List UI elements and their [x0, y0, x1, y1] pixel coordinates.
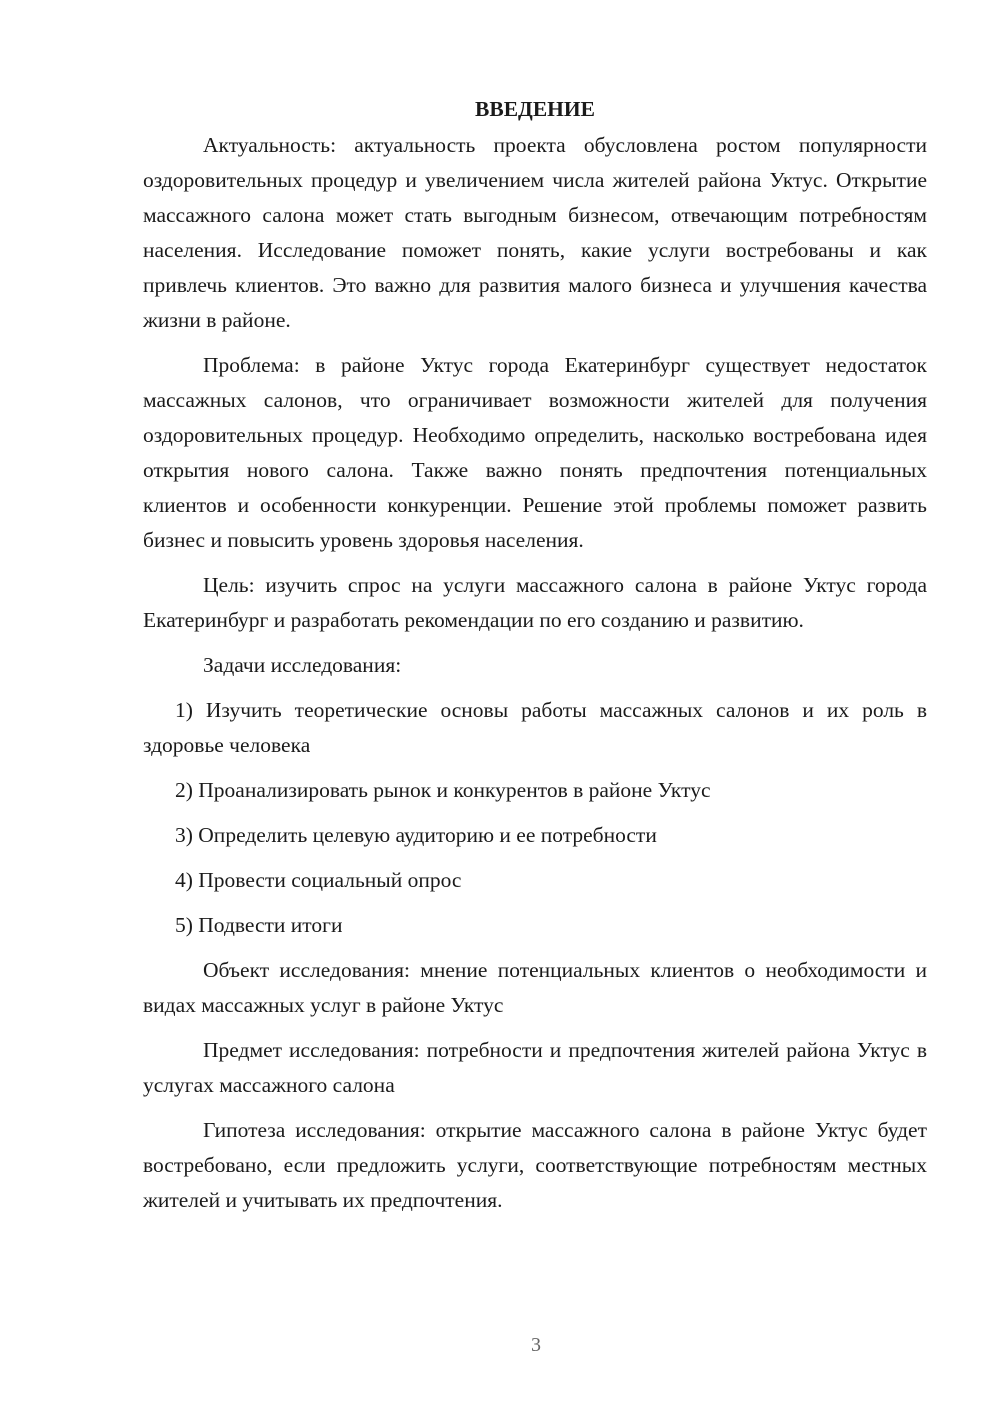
page-title: ВВЕДЕНИЕ — [475, 97, 595, 121]
tasks-heading: Задачи исследования: — [203, 653, 402, 677]
task-item: 1) Изучить теоретические основы работы массажных салонов и их роль в здоровье человека — [143, 698, 927, 757]
task-item: 4) Провести социальный опрос — [175, 868, 462, 892]
page-number: 3 — [531, 1334, 541, 1356]
paragraph-object: Объект исследования: мнение потенциальных клиентов о необходимости и видах массажных услуг в районе Уктус — [143, 958, 927, 1017]
task-item: 5) Подвести итоги — [175, 913, 343, 937]
task-item: 3) Определить целевую аудиторию и ее потребности — [175, 823, 657, 847]
paragraph-problem: Проблема: в районе Уктус города Екатеринбург существует недостаток массажных салонов, что ограничивает возможности жителей для получения оздоровительных процедур. Необходимо определить, насколько востребована идея открытия нового салона. Также важно понять предпочтения потенциальных клиентов и особенности конкуренции. Решение этой проблемы поможет развить бизнес и повысить уровень здоровья населения. — [143, 353, 927, 552]
paragraph-subject: Предмет исследования: потребности и предпочтения жителей района Уктус в услугах массажного салона — [143, 1038, 927, 1097]
paragraph-goal: Цель: изучить спрос на услуги массажного салона в районе Уктус города Екатеринбург и разработать рекомендации по его созданию и развитию. — [143, 573, 927, 632]
paragraph-hypothesis: Гипотеза исследования: открытие массажного салона в районе Уктус будет востребовано, если предложить услуги, соответствующие потребностям местных жителей и учитывать их предпочтения. — [143, 1118, 927, 1212]
paragraph-relevance: Актуальность: актуальность проекта обусловлена ростом популярности оздоровительных процедур и увеличением числа жителей района Уктус. Открытие массажного салона может стать выгодным бизнесом, отвечающим потребностям населения. Исследование поможет понять, какие услуги востребованы и как привлечь клиентов. Это важно для развития малого бизнеса и улучшения качества жизни в районе. — [143, 133, 927, 332]
task-item: 2) Проанализировать рынок и конкурентов в районе Уктус — [175, 778, 711, 802]
document-page — [143, 92, 927, 1228]
